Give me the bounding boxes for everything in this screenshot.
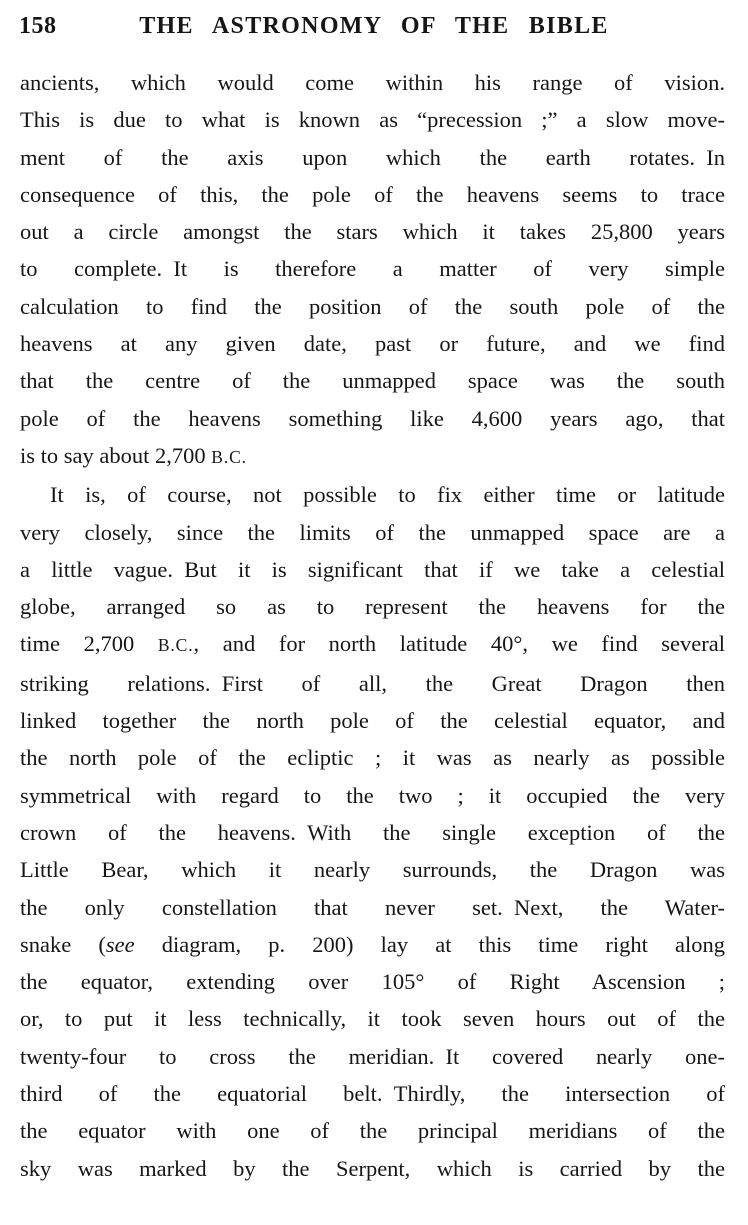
text-line <box>20 437 725 476</box>
running-title: THE ASTRONOMY OF THE BIBLE <box>139 13 609 39</box>
text-line <box>20 64 725 101</box>
text-segment: the equator, extending over 105° of Right Ascension ; <box>20 969 725 995</box>
text-line <box>20 814 725 851</box>
text-segment: globe, arranged so as to represent the heavens for the <box>20 594 725 620</box>
text-line <box>20 777 725 814</box>
text-segment: third of the equatorial belt. Thirdly, the intersection of <box>20 1081 725 1107</box>
text-segment: crown of the heavens. With the single exception of the <box>20 819 725 845</box>
text-line <box>20 625 725 664</box>
text-segment: the equator with one of the principal meridians of the <box>20 1118 725 1144</box>
text-segment: linked together the north pole of the celestial equator, and <box>20 708 725 734</box>
text-line <box>20 851 725 888</box>
text-line <box>20 101 725 138</box>
text-segment: or, to put it less technically, it took seven hours out of the <box>20 1006 725 1032</box>
text-segment: a little vague. But it is significant that if we take a celestial <box>20 556 725 582</box>
text-segment: Little Bear, which it nearly surrounds, the Dragon was <box>20 857 725 883</box>
page-number: 158 <box>19 13 57 39</box>
text-segment: the north pole of the ecliptic ; it was as nearly as possible <box>20 745 725 771</box>
text-line <box>20 250 725 287</box>
text-segment: that the centre of the unmapped space was the south <box>20 368 725 394</box>
text-segment: very closely, since the limits of the unmapped space are a <box>20 519 725 545</box>
text-line <box>20 325 725 362</box>
text-line <box>20 362 725 399</box>
text-line <box>20 1112 725 1149</box>
text-segment: ment of the axis upon which the earth rotates. In <box>20 144 725 170</box>
text-line <box>20 476 725 513</box>
text-segment: heavens at any given date, past or future, and we find <box>20 331 725 357</box>
text-line <box>20 1038 725 1075</box>
text-segment: time 2,700 <box>20 631 158 657</box>
text-line <box>20 889 725 926</box>
text-line <box>20 139 725 176</box>
text-segment: twenty-four to cross the meridian. It covered nearly one- <box>20 1043 725 1069</box>
text-block <box>20 64 725 1187</box>
text-segment: is to say about 2,700 <box>20 442 212 468</box>
text-segment: to complete. It is therefore a matter of very simple <box>20 256 725 282</box>
text-segment: This is due to what is known as “precession ;” a slow move- <box>20 107 725 133</box>
text-segment: , and for north latitude 40°, we find several <box>193 631 725 657</box>
text-segment: snake ( <box>20 931 106 957</box>
text-segment: ancients, which would come within his range of vision. <box>20 70 725 95</box>
text-line <box>20 288 725 325</box>
text-segment: striking relations. First of all, the Great Dragon then <box>20 670 725 696</box>
text-line <box>20 551 725 588</box>
text-line <box>20 400 725 437</box>
text-segment: symmetrical with regard to the two ; it occupied the very <box>20 782 725 808</box>
page-header <box>0 13 748 40</box>
text-line <box>20 213 725 250</box>
text-segment: calculation to find the position of the south pole of the <box>20 293 725 319</box>
text-line <box>20 176 725 213</box>
text-segment: It is, of course, not possible to fix either time or latitude <box>50 482 725 508</box>
text-segment: out a circle amongst the stars which it takes 25,800 years <box>20 219 725 245</box>
text-line <box>20 588 725 625</box>
text-line <box>20 702 725 739</box>
text-line <box>20 1075 725 1112</box>
text-line <box>20 926 725 963</box>
text-segment: the only constellation that never set. Next, the Water- <box>20 894 725 920</box>
italic-text: see <box>105 931 135 957</box>
text-segment: diagram, p. 200) lay at this time right along <box>134 931 725 957</box>
text-line <box>20 739 725 776</box>
text-segment: pole of the heavens something like 4,600 years ago, that <box>20 405 725 431</box>
smallcaps-text: B.C. <box>211 446 247 467</box>
smallcaps-text: B.C. <box>157 635 194 656</box>
text-line <box>20 1000 725 1037</box>
text-line <box>20 514 725 551</box>
text-segment: sky was marked by the Serpent, which is carried by the <box>20 1155 725 1181</box>
text-line <box>20 1150 725 1187</box>
text-line <box>20 665 725 702</box>
text-line <box>20 963 725 1000</box>
text-segment: consequence of this, the pole of the heavens seems to trace <box>20 181 725 207</box>
